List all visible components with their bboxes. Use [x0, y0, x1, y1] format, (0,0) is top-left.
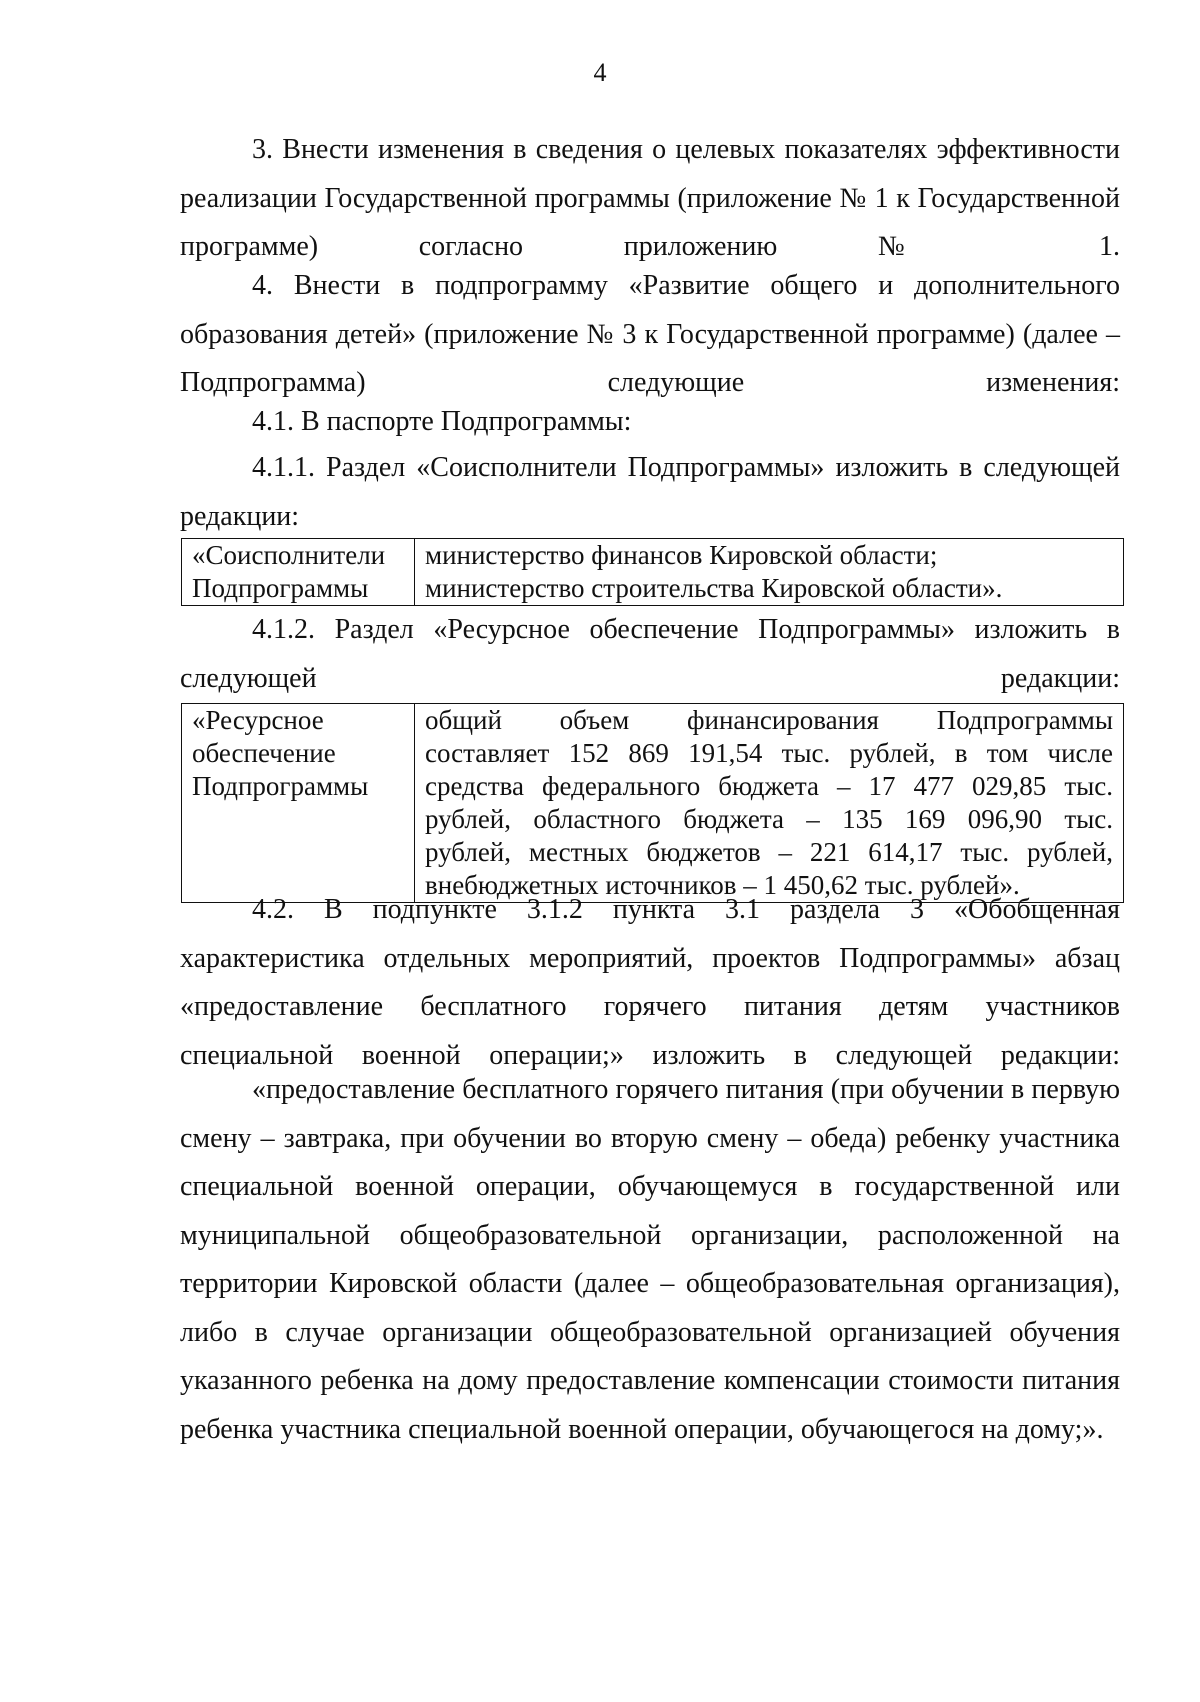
paragraph-4-1: 4.1. В паспорте Подпрограммы: — [252, 406, 632, 437]
table-cell-value: общий объем финансирования Подпрограммы составляет 152 869 191,54 тыс. рублей, в том числе средства федерального бюджета – 17 477 029,85 тыс. рублей, областного бюджета – 135 169 096,90 тыс. рублей, местных бюджетов – 221 614,17 тыс. рублей, внебюджетных источников – 1 450,62 тыс. рублей». — [415, 704, 1124, 903]
table-cell-value: министерство финансов Кировской области; министерство строительства Кировской области». — [415, 539, 1124, 606]
table-row — [182, 539, 1124, 606]
paragraph-4-2: 4.2. В подпункте 3.1.2 пункта 3.1 раздела 3 «Обобщенная характеристика отдельных мероприятий, проектов Подпрограммы» абзац «предоставление бесплатного горячего питания детям участников специальной военной операции;» изложить в следующей редакции: — [180, 894, 1120, 1071]
coexecutors-table — [181, 538, 1124, 606]
table-row — [182, 704, 1124, 903]
paragraph-4-1-2: 4.1.2. Раздел «Ресурсное обеспечение Подпрограммы» изложить в следующей редакции: — [180, 614, 1120, 694]
table-cell-label: «Соисполнители Подпрограммы — [182, 539, 415, 606]
paragraph-3: 3. Внести изменения в сведения о целевых показателях эффективности реализации Государственной программы (приложение № 1 к Государственной программе) согласно приложению № 1. — [180, 134, 1120, 262]
paragraph-4-1-1: 4.1.1. Раздел «Соисполнители Подпрограммы» изложить в следующей редакции: — [180, 452, 1120, 532]
table-cell-label: «Ресурсное обеспечение Подпрограммы — [182, 704, 415, 903]
resources-table — [181, 703, 1124, 903]
quoted-paragraph: «предоставление бесплатного горячего питания (при обучении в первую смену – завтрака, при обучении во вторую смену – обеда) ребенку участника специальной военной операции, обучающемуся в государственной или муниципальной общеобразовательной организации, расположенной на территории Кировской области (далее – общеобразовательная организация), либо в случае организации общеобразовательной организацией обучения указанного ребенка на дому предоставление компенсации стоимости питания ребенка участника специальной военной операции, обучающегося на дому;». — [180, 1074, 1120, 1445]
paragraph-4: 4. Внести в подпрограмму «Развитие общего и дополнительного образования детей» (приложение № 3 к Государственной программе) (далее – Подпрограмма) следующие изменения: — [180, 270, 1120, 398]
page-number: 4 — [593, 58, 607, 87]
